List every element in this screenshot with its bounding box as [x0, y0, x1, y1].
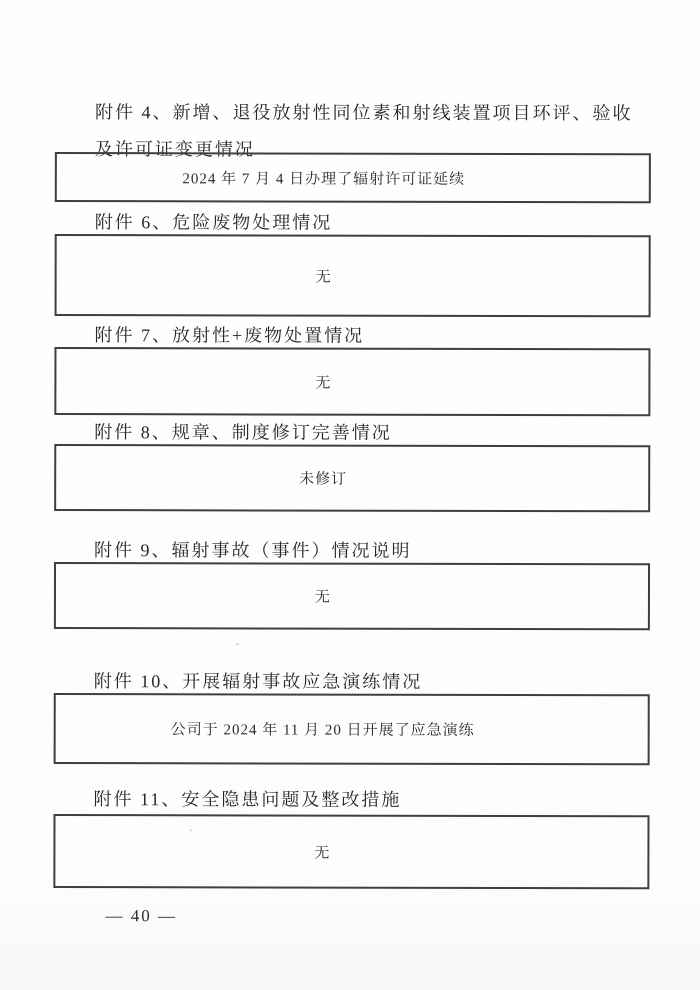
attachment-10-answer-box	[54, 693, 650, 765]
attachment-7-answer: 无	[315, 375, 332, 392]
attachment-4-title-line-2: 及许可证变更情况	[94, 139, 255, 160]
attachment-7-answer-box	[54, 347, 650, 416]
attachment-8-title: 附件 8、规章、制度修订完善情况	[94, 422, 392, 443]
attachment-6-answer: 无	[315, 269, 332, 286]
attachment-10-answer: 公司于 2024 年 11 月 20 日开展了应急演练	[170, 722, 475, 739]
attachment-8-answer-box	[54, 444, 650, 512]
attachment-8-answer: 未修订	[299, 471, 348, 488]
attachment-6-answer-box	[55, 234, 651, 317]
attachment-11-answer: 无	[314, 845, 331, 862]
attachment-4-answer-box	[55, 152, 651, 203]
scan-speck	[189, 829, 191, 831]
attachment-11-answer-box	[53, 814, 649, 889]
page-number: — 40 —	[105, 906, 178, 926]
attachment-10-title: 附件 10、开展辐射事故应急演练情况	[93, 671, 423, 692]
attachment-4-title-line-1: 附件 4、新增、退役放射性同位素和射线装置项目环评、验收	[94, 102, 633, 124]
scan-speck	[236, 643, 239, 645]
attachment-6-title: 附件 6、危险废物处理情况	[94, 212, 333, 233]
attachment-9-answer-box	[54, 562, 650, 630]
attachment-9-answer: 无	[314, 589, 331, 606]
attachment-7-title: 附件 7、放射性+废物处置情况	[94, 325, 365, 346]
attachment-9-title: 附件 9、辐射事故（事件）情况说明	[94, 540, 412, 561]
attachment-4-answer: 2024 年 7 月 4 日办理了辐射许可证延续	[182, 170, 466, 188]
attachment-11-title: 附件 11、安全隐患问题及整改措施	[93, 789, 402, 810]
